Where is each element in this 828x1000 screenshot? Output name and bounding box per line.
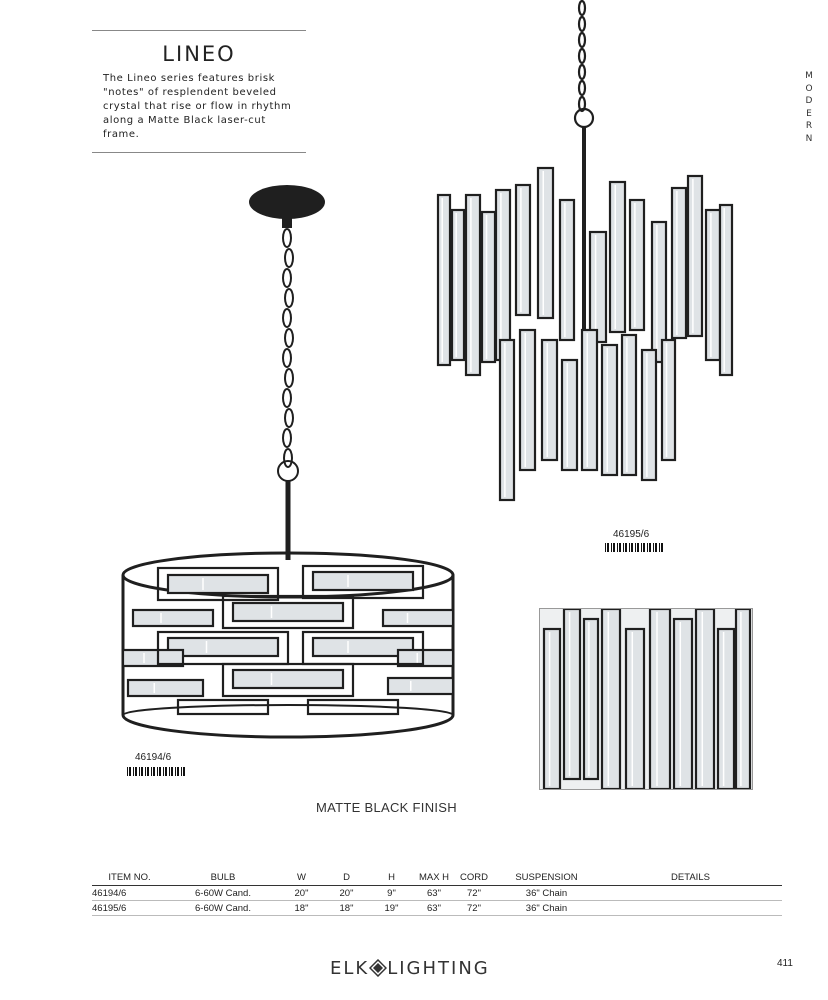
cell-details: [599, 901, 782, 916]
col-bulb: BULB: [167, 872, 279, 886]
detail-crystal: [544, 629, 560, 789]
drum-crystal: [168, 638, 278, 656]
series-description: The Lineo series features brisk "notes" of resplendent beveled crystal that rise or flow in rhythm along a Matte Black laser-cut frame.: [103, 73, 292, 140]
drum-crystal: [128, 680, 203, 696]
diamond-logo-icon: [369, 959, 387, 977]
col-item-no: ITEM NO.: [92, 872, 167, 886]
barcode-46194: [127, 767, 185, 776]
detail-crystal: [602, 609, 620, 789]
drum-crystal: [233, 603, 343, 621]
lower-crystal: [602, 345, 617, 475]
cell-cord: 72": [454, 886, 494, 901]
item-number-46195: 46195/6: [613, 529, 650, 540]
col-h: H: [369, 872, 414, 886]
cell-w: 18": [279, 901, 324, 916]
lower-crystal: [662, 340, 675, 460]
table-row: [92, 901, 782, 916]
spec-table: [92, 872, 782, 916]
cell-suspension: 36" Chain: [494, 886, 599, 901]
header-bottom-rule: [92, 152, 306, 153]
cell-d: 18": [324, 901, 369, 916]
lower-crystal: [542, 340, 557, 460]
col-cord: CORD: [454, 872, 494, 886]
cell-item: 46194/6: [92, 886, 167, 901]
upper-crystal: [538, 168, 553, 318]
cell-h: 9": [369, 886, 414, 901]
header-top-rule: [92, 30, 306, 31]
col-w: W: [279, 872, 324, 886]
upper-crystal: [630, 200, 644, 330]
detail-crystal: [718, 629, 734, 789]
upper-crystal: [516, 185, 530, 315]
lower-crystal: [500, 340, 514, 500]
col-suspension: SUSPENSION: [494, 872, 599, 886]
drum-crystal: [383, 610, 453, 626]
col-d: D: [324, 872, 369, 886]
upper-crystal: [720, 205, 732, 375]
side-label-letter: D: [805, 96, 813, 106]
upper-crystal: [610, 182, 625, 332]
side-label-letter: O: [805, 83, 813, 94]
table-row: [92, 886, 782, 901]
cell-cord: 72": [454, 901, 494, 916]
detail-crystal: [650, 609, 670, 789]
tiered-crystal-pendant-image: [430, 0, 740, 510]
upper-crystal: [560, 200, 574, 340]
side-label-letter: N: [805, 133, 813, 144]
drum-crystal: [133, 610, 213, 626]
lower-crystal: [642, 350, 656, 480]
lower-crystal: [622, 335, 636, 475]
brand-logo-right: LIGHTING: [387, 958, 490, 979]
cell-d: 20": [324, 886, 369, 901]
cell-max-h: 63": [414, 901, 454, 916]
drum-crystal: [388, 678, 453, 694]
drum-crystal: [233, 670, 343, 688]
detail-crystal: [736, 609, 750, 789]
brand-logo: [330, 958, 490, 979]
lower-crystal: [562, 360, 577, 470]
detail-crystal: [696, 609, 714, 789]
cell-suspension: 36" Chain: [494, 901, 599, 916]
detail-crystal: [564, 609, 580, 779]
crystal-detail-closeup-image: [539, 608, 753, 790]
brand-logo-left: ELK: [330, 958, 370, 979]
drum-crystal: [168, 575, 268, 593]
upper-crystal: [706, 210, 720, 360]
page-number: 411: [777, 958, 793, 969]
upper-crystal: [482, 212, 495, 362]
cell-h: 19": [369, 901, 414, 916]
finish-label: MATTE BLACK FINISH: [316, 800, 457, 815]
col-max-h: MAX H: [414, 872, 454, 886]
cell-max-h: 63": [414, 886, 454, 901]
upper-crystal: [688, 176, 702, 336]
upper-crystal: [466, 195, 480, 375]
spec-table-header-row: [92, 872, 782, 886]
upper-crystal: [672, 188, 686, 338]
detail-crystal: [626, 629, 644, 789]
side-label-letter: E: [806, 108, 812, 119]
side-label-letter: R: [805, 121, 813, 131]
col-details: DETAILS: [599, 872, 782, 886]
lower-crystal: [582, 330, 597, 470]
page-title: LINEO: [162, 42, 236, 66]
category-side-label: [803, 70, 815, 145]
barcode-46195: [605, 543, 663, 552]
side-label-letter: M: [805, 71, 813, 81]
cell-item: 46195/6: [92, 901, 167, 916]
detail-crystal: [674, 619, 692, 789]
cell-bulb: 6-60W Cand.: [167, 886, 279, 901]
lower-crystal: [520, 330, 535, 470]
upper-crystal: [496, 190, 510, 360]
cell-details: [599, 886, 782, 901]
item-number-46194: 46194/6: [135, 752, 172, 763]
cell-w: 20": [279, 886, 324, 901]
drum-crystal: [313, 572, 413, 590]
detail-crystal: [584, 619, 598, 779]
round-drum-chandelier-image: [118, 180, 463, 740]
upper-crystal: [590, 232, 606, 342]
cell-bulb: 6-60W Cand.: [167, 901, 279, 916]
